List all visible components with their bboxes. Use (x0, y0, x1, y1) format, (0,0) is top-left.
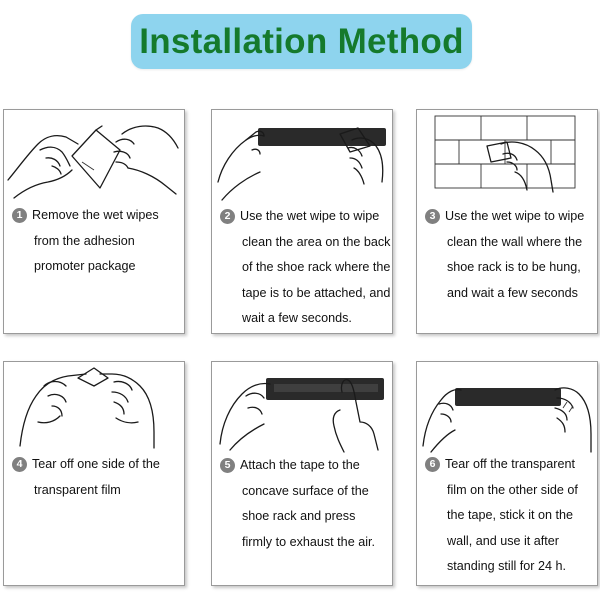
step-2-line-2: clean the area on the back (242, 234, 391, 249)
step-2-line-4: tape is to be attached, and (242, 285, 391, 300)
step-3-line-2: clean the wall where the (447, 234, 583, 249)
step-1-number-badge: 1 (12, 208, 27, 223)
step-card-4 (3, 361, 185, 586)
step-6-line-3: the tape, stick it on the (447, 508, 574, 522)
step-5-line-3: shoe rack and press (242, 509, 356, 523)
step-1-line-3: promoter package (34, 259, 136, 273)
wipe-shoe-rack-illustration (212, 110, 392, 205)
step-3-line-3: shoe rack is to be hung, (447, 260, 581, 274)
step-3-caption (425, 204, 591, 306)
step-2-line-1: 2 Use the wet wipe to wipe (220, 204, 386, 230)
step-card-5 (211, 361, 393, 586)
step-1-caption (12, 203, 178, 280)
step-2-line-3: of the shoe rack where the (242, 260, 391, 274)
title-banner (131, 14, 472, 69)
step-3-line-4: and wait a few seconds (447, 285, 578, 300)
step-6-line-2: film on the other side of (447, 482, 578, 497)
step-2-number-badge: 2 (220, 209, 235, 224)
step-6-number-badge: 6 (425, 457, 440, 472)
stick-on-wall-illustration (417, 362, 597, 454)
step-5-line-1: 5 Attach the tape to the (220, 453, 386, 479)
press-tape-illustration (212, 362, 392, 454)
step-1-line-1: 1 Remove the wet wipes (12, 203, 178, 229)
wipe-wall-illustration (417, 110, 597, 205)
step-5-number-badge: 5 (220, 458, 235, 473)
step-4-number-badge: 4 (12, 457, 27, 472)
step-5-line-2: concave surface of the (242, 483, 369, 498)
wet-wipe-package-illustration (4, 110, 184, 205)
step-card-3 (416, 109, 598, 334)
step-2-caption (220, 204, 391, 332)
step-1-line-2: from the adhesion (34, 233, 135, 248)
step-6-caption (425, 452, 591, 580)
step-2-line-5: wait a few seconds. (242, 311, 352, 325)
step-4-caption (12, 452, 178, 503)
step-5-line-4: firmly to exhaust the air. (242, 534, 375, 549)
step-6-line-4: wall, and use it after (447, 533, 560, 548)
step-4-line-2: transparent film (34, 482, 121, 497)
step-6-line-5: standing still for 24 h. (447, 559, 567, 573)
step-4-line-1: 4 Tear off one side of the (12, 452, 178, 478)
page-title: Installation Method (139, 21, 464, 61)
tear-film-illustration (4, 362, 184, 450)
step-card-2 (211, 109, 393, 334)
step-3-line-1: 3 Use the wet wipe to wipe (425, 204, 591, 230)
step-3-number-badge: 3 (425, 209, 440, 224)
step-5-caption (220, 453, 386, 555)
step-6-line-1: 6 Tear off the transparent (425, 452, 591, 478)
step-card-1 (3, 109, 185, 334)
step-card-6 (416, 361, 598, 586)
